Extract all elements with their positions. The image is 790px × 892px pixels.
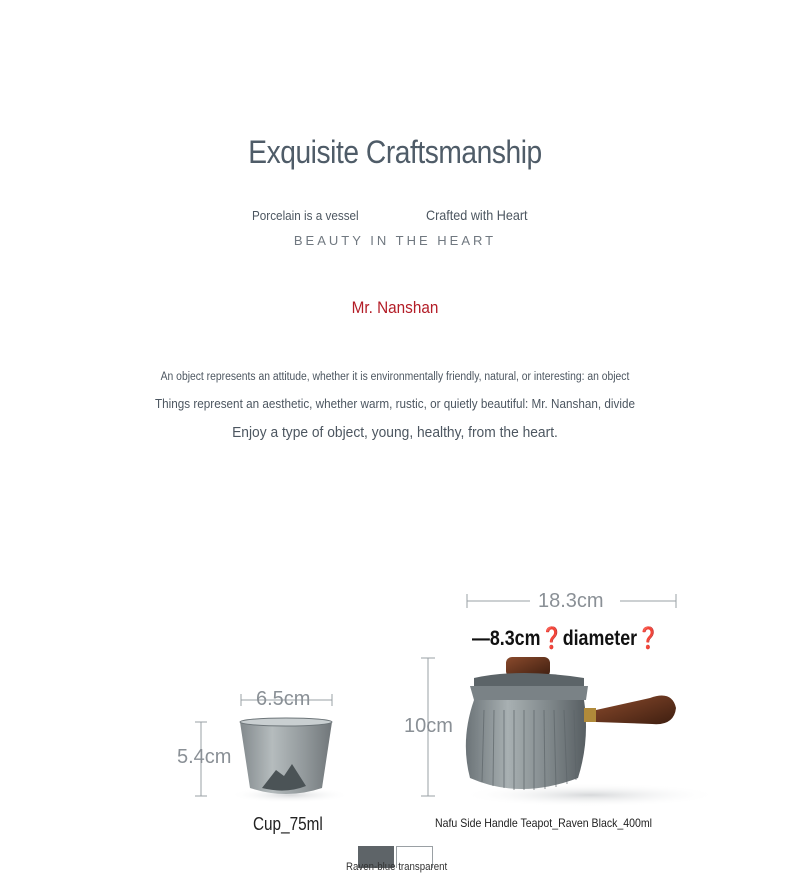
teapot-height-label: 10cm (404, 715, 453, 737)
cup-width-label: 6.5cm (256, 688, 311, 710)
intro-line-1: An object represents an attitude, whether it is environmentally friendly, natural, or interesting: an object (160, 371, 630, 383)
tagline-right: Crafted with Heart (426, 207, 528, 223)
page-title: Exquisite Craftsmanship (248, 134, 542, 170)
variant-label: Raven-blue transparent (346, 861, 448, 873)
teapot-width-label: 18.3cm (538, 590, 604, 612)
cup-caption: Cup_75ml (253, 814, 323, 834)
intro-line-2: Things represent an aesthetic, whether warm, rustic, or quietly beautiful: Mr. Nanshan, divide (155, 396, 635, 411)
teapot-caption: Nafu Side Handle Teapot_Raven Black_400ml (435, 816, 653, 830)
subtitle: BEAUTY IN THE HEART (293, 233, 497, 248)
cup-height-label: 5.4cm (177, 746, 232, 768)
author-name: Mr. Nanshan (351, 298, 439, 317)
teapot-image (460, 657, 720, 807)
intro-line-3: Enjoy a type of object, young, healthy, from the heart. (232, 424, 558, 441)
tagline-left: Porcelain is a vessel (252, 208, 359, 223)
cup-image (230, 718, 350, 803)
product-illustration (0, 560, 790, 820)
teapot-diameter-label: —8.3cm❓diameter❓ (472, 627, 660, 650)
